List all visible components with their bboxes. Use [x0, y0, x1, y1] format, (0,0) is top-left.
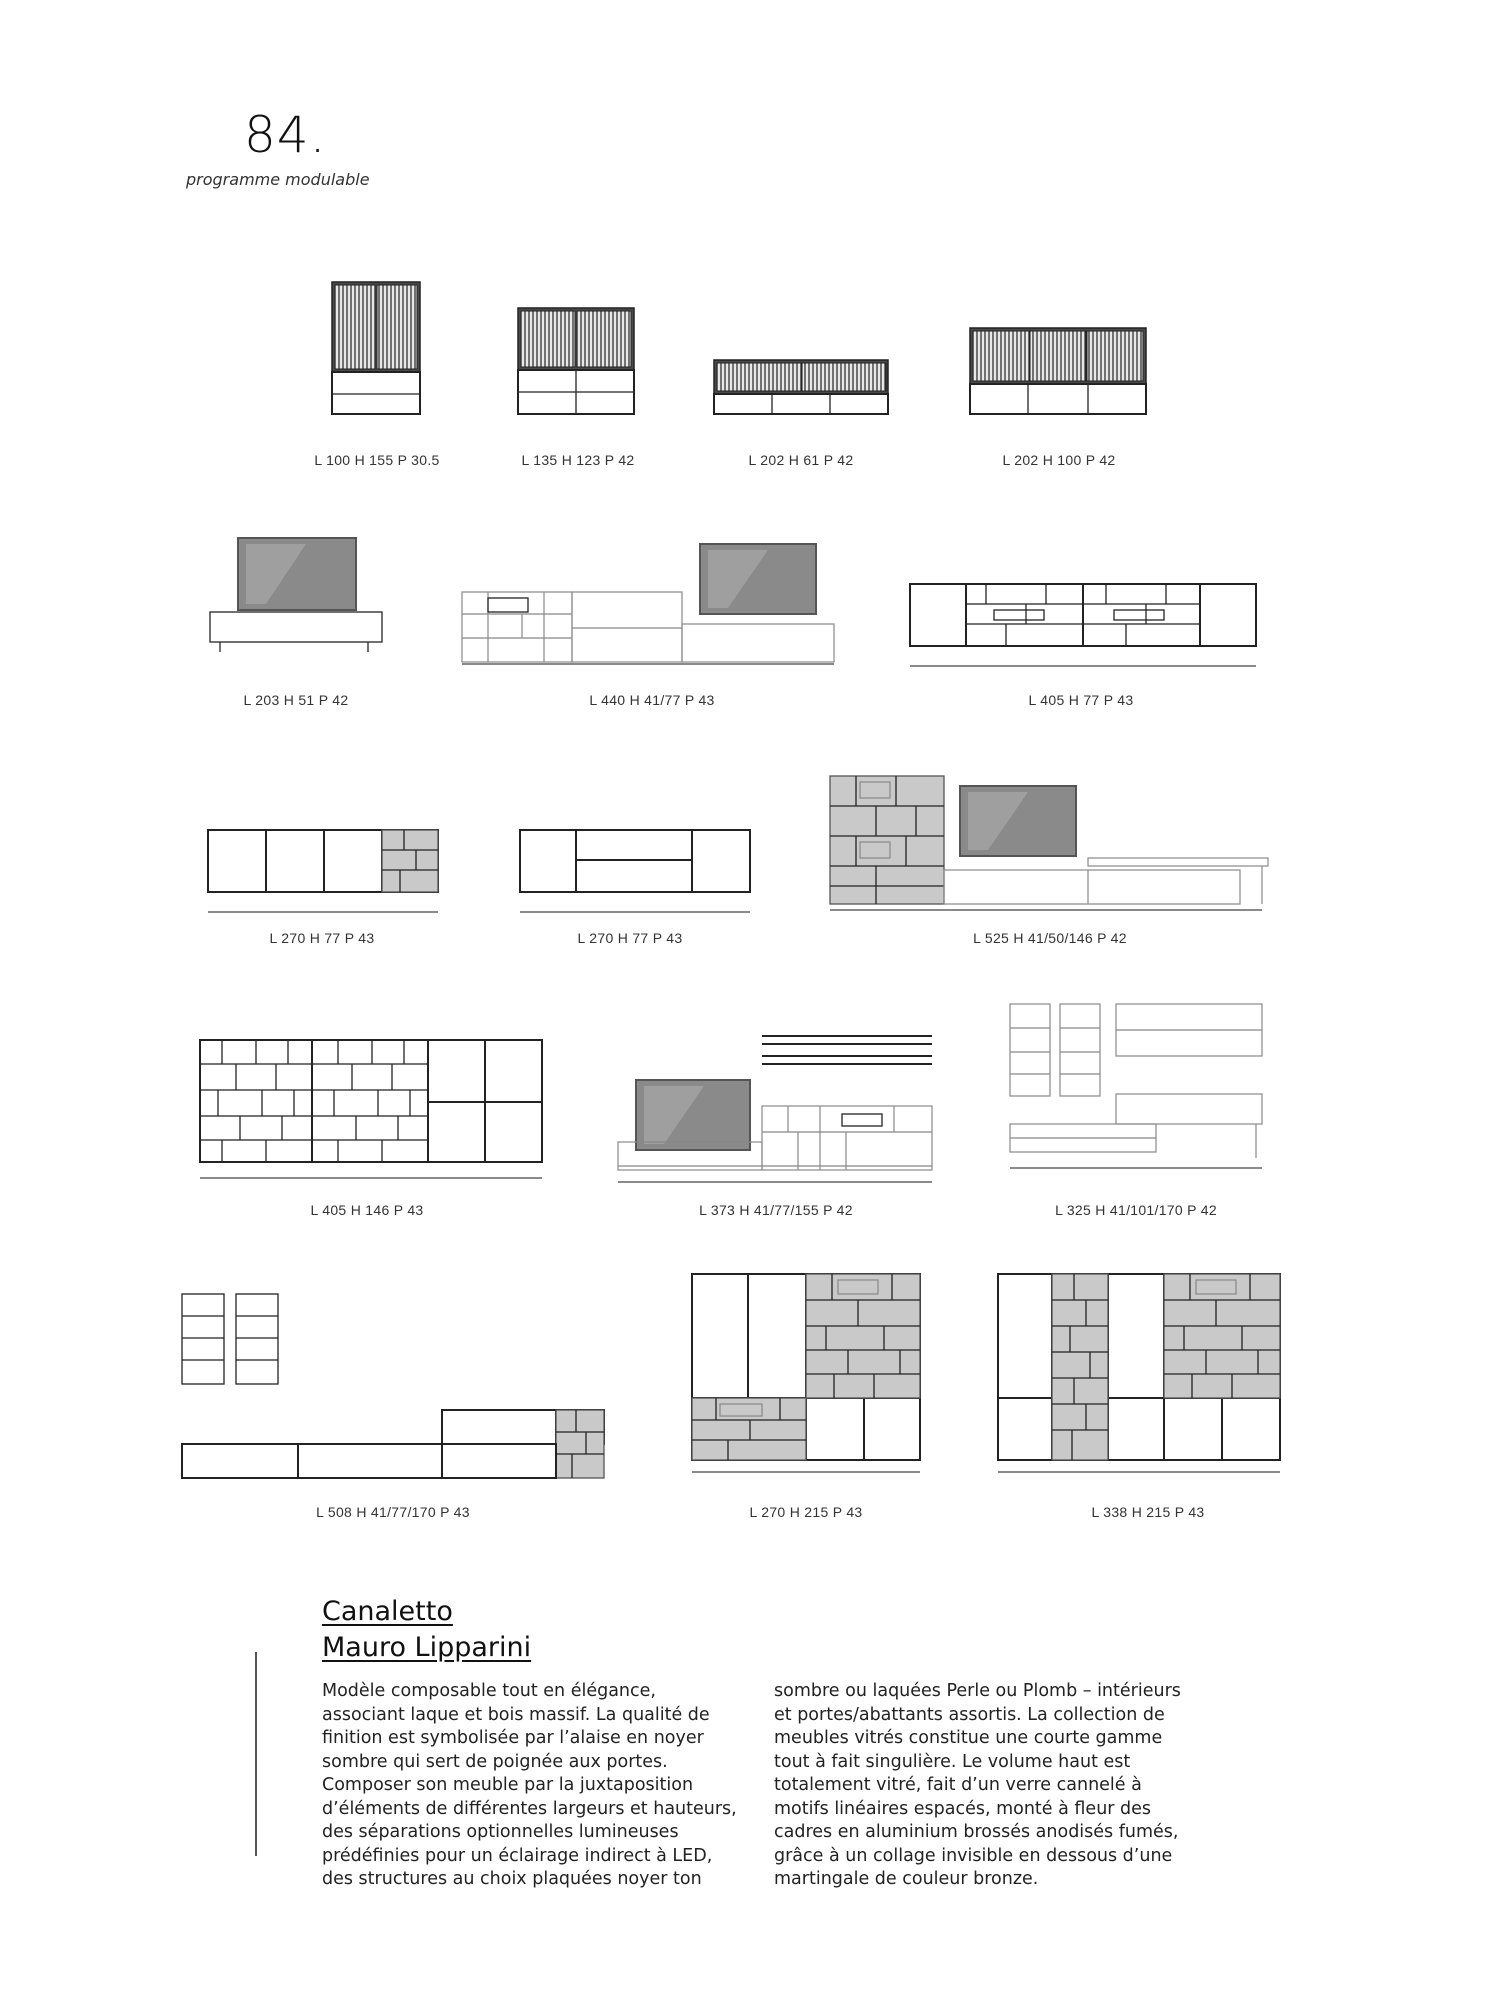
- page-subtitle: programme modulable: [186, 170, 370, 189]
- model-label: L 270 H 77 P 43: [577, 930, 683, 946]
- model-label: L 405 H 146 P 43: [310, 1202, 424, 1218]
- model-label: L 270 H 77 P 43: [269, 930, 375, 946]
- model-label: L 525 H 41/50/146 P 42: [973, 930, 1127, 946]
- model-label: L 325 H 41/101/170 P 42: [1055, 1202, 1217, 1218]
- model-label: L 202 H 61 P 42: [748, 452, 854, 468]
- model-label: L 203 H 51 P 42: [243, 692, 349, 708]
- model-label: L 135 H 123 P 42: [521, 452, 635, 468]
- drawing-sideboard-270-a: [204, 826, 444, 920]
- drawing-composition-325: [1004, 1000, 1274, 1192]
- drawing-composition-270-tall: [688, 1270, 924, 1482]
- model-label: L 440 H 41/77 P 43: [589, 692, 715, 708]
- model-label: L 405 H 77 P 43: [1028, 692, 1134, 708]
- page-number: 84.: [244, 106, 327, 164]
- model-label: L 508 H 41/77/170 P 43: [316, 1504, 470, 1520]
- drawing-vitrine-medium: [516, 306, 640, 420]
- designer-name: Mauro Lipparini: [322, 1632, 532, 1663]
- description-column-2: sombre ou laquées Perle ou Plomb – intérieurs et portes/abattants assortis. La collection de meubles vitrés constitue une courte gamme tout à fait singulière. Le volume haut est totalement vitré, fait d’un verre cannelé à motifs linéaires espacés, monté à fleur des cadres en aluminium brossés anodisés fumés, grâce à un collage invisible en dessous d’une martingale de couleur bronze.: [774, 1681, 1181, 1889]
- drawing-vitrine-wide: [968, 326, 1150, 420]
- drawing-tv-unit-single: [206, 534, 386, 664]
- drawing-composition-525: [826, 770, 1276, 922]
- drawing-vitrine-low: [712, 358, 892, 420]
- description-column-1: Modèle composable tout en élégance, associant laque et bois massif. La qualité de finition est symbolisée par l’alaise en noyer sombre qui sert de poignée aux portes. Composer son meuble par la juxtaposition d’éléments de différentes largeurs et hauteurs, des séparations optionnelles lumineuses prédéfinies pour un éclairage indirect à LED, des structures au choix plaquées noyer ton: [322, 1681, 737, 1889]
- drawing-composition-338: [994, 1270, 1284, 1482]
- drawing-sideboard-270-b: [516, 826, 756, 920]
- drawing-tv-composition-440: [458, 540, 844, 676]
- product-name: Canaletto: [322, 1596, 453, 1627]
- model-label: L 270 H 215 P 43: [749, 1504, 863, 1520]
- model-label: L 338 H 215 P 43: [1091, 1504, 1205, 1520]
- accent-bar: [255, 1652, 257, 1856]
- drawing-composition-373: [614, 1030, 938, 1192]
- model-label: L 373 H 41/77/155 P 42: [699, 1202, 853, 1218]
- drawing-vitrine-tall: [330, 280, 426, 420]
- drawing-composition-508: [176, 1290, 612, 1482]
- drawing-bookcase-405: [196, 1036, 548, 1188]
- drawing-sideboard-405: [906, 580, 1260, 674]
- model-label: L 100 H 155 P 30.5: [314, 452, 440, 468]
- model-label: L 202 H 100 P 42: [1002, 452, 1116, 468]
